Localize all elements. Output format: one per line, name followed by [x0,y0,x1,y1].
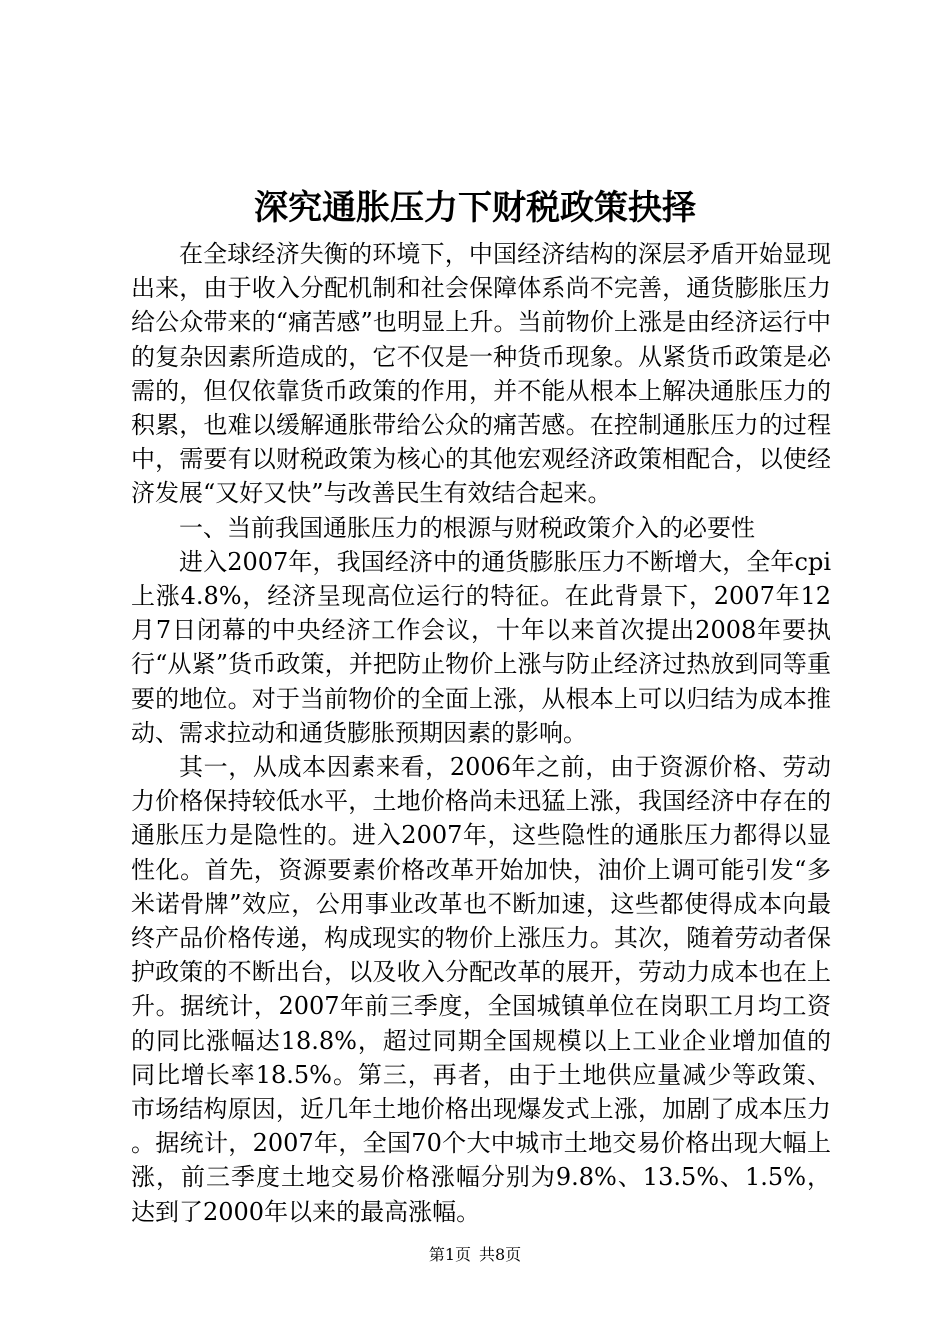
page-total: 共8页 [479,1245,522,1264]
document-body [131,237,831,1229]
page-number: 第1页 [428,1245,471,1264]
page-footer [0,1244,950,1266]
document-title: 深究通胀压力下财税政策抉择 [254,188,696,228]
section-heading-1: 一、当前我国通胀压力的根源与财税政策介入的必要性 [179,513,755,542]
paragraph-intro: 在全球经济失衡的环境下，中国经济结构的深层矛盾开始显现出来，由于收入分配机制和社会保障体系尚不完善，通货膨胀压力给公众带来的“痛苦感”也明显上升。当前物价上涨是由经济运行中的复杂因素所造成的，它不仅是一种货币现象。从紧货币政策是必需的，但仅依靠货币政策的作用，并不能从根本上解决通胀压力的积累，也难以缓解通胀带给公众的痛苦感。在控制通胀压力的过程中，需要有以财税政策为核心的其他宏观经济政策相配合，以使经济发展“又好又快”与改善民生有效结合起来。 [131,240,831,508]
paragraph-background: 进入2007年，我国经济中的通货膨胀压力不断增大，全年cpi上涨4.8%，经济呈现高位运行的特征。在此背景下，2007年12月7日闭幕的中央经济工作会议，十年以来首次提出2008年要执行“从紧”货币政策，并把防止物价上涨与防止经济过热放到同等重要的地位。对于当前物价的全面上涨，从根本上可以归结为成本推动、需求拉动和通货膨胀预期因素的影响。 [131,547,831,747]
paragraph-cost-factors: 其一，从成本因素来看，2006年之前，由于资源价格、劳动力价格保持较低水平，土地价格尚未迅猛上涨，我国经济中存在的通胀压力是隐性的。进入2007年，这些隐性的通胀压力都得以显性化。首先，资源要素价格改革开始加快，油价上调可能引发“多米诺骨牌”效应，公用事业改革也不断加速，这些都使得成本向最终产品价格传递，构成现实的物价上涨压力。其次，随着劳动者保护政策的不断出台，以及收入分配改革的展开，劳动力成本也在上升。据统计，2007年前三季度，全国城镇单位在岗职工月均工资的同比涨幅达18.8%，超过同期全国规模以上工业企业增加值的同比增长率18.5%。第三，再者，由于土地供应量减少等政策、市场结构原因，近几年土地价格出现爆发式上涨，加剧了成本压力。据统计，2007年，全国70个大中城市土地交易价格出现大幅上涨，前三季度土地交易价格涨幅分别为9.8%、13.5%、1.5%，达到了2000年以来的最高涨幅。 [131,753,831,1226]
